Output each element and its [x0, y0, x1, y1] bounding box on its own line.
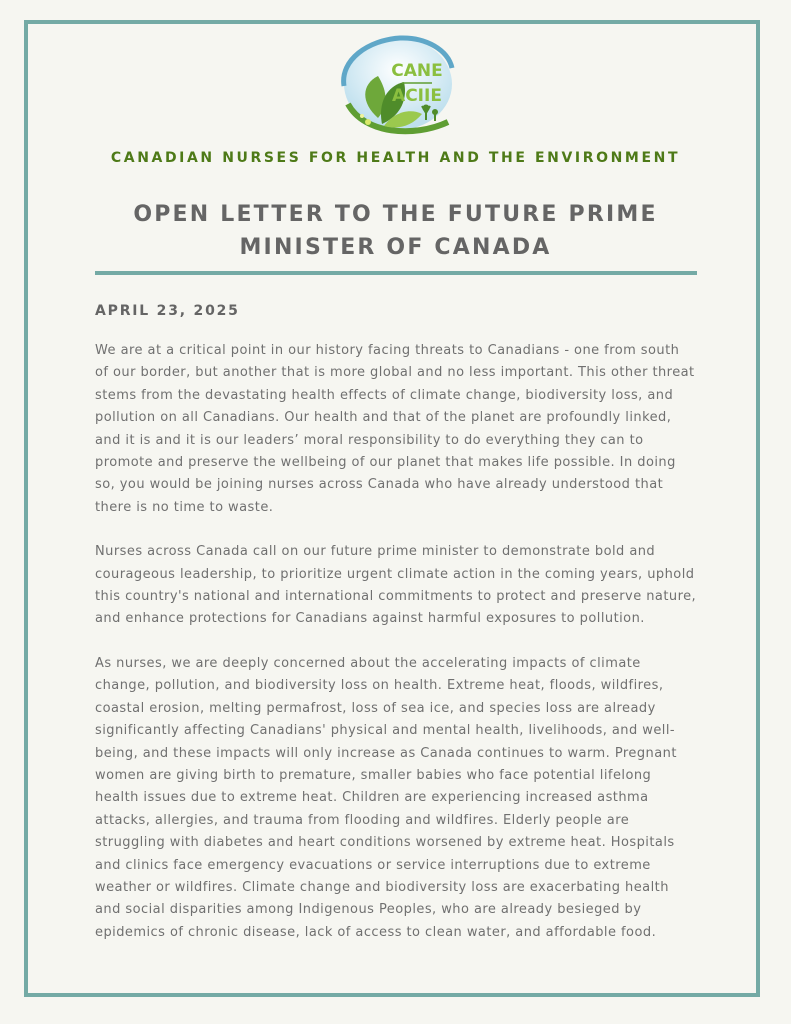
- paragraph: Nurses across Canada call on our future prime minister to demonstrate bold and courageous leadership, to prioritize urgent climate action in the coming years, uphold this country's national and international commitments to protect and preserve nature, and enhance protections for Canadians against harmful exposures to pollution.: [95, 544, 697, 627]
- logo-text-aciie: ACIIE: [392, 86, 442, 106]
- title-divider: [95, 271, 697, 275]
- paragraph: We are at a critical point in our history facing threats to Canadians - one from south of our border, but another that is more global and no less important. This other threat stems from the devastating health effects of climate change, biodiversity loss, and pollution on all Canadians. Our health and that of the planet are profoundly linked, and it is and it is our leaders’ moral responsibility to do everything they can to promote and preserve the wellbeing of our planet that makes life possible. In doing so, you would be joining nurses across Canada who have already understood that there is no time to waste.: [95, 343, 695, 515]
- letter-date: APRIL 23, 2025: [95, 303, 240, 319]
- cane-aciie-logo: [338, 34, 456, 140]
- paragraph: As nurses, we are deeply concerned about the accelerating impacts of climate change, pollution, and biodiversity loss on health. Extreme heat, floods, wildfires, coastal erosion, melting permafrost, loss of sea ice, and species loss are already significantly affecting Canadians' physical and mental health, livelihoods, and well-being, and these impacts will only increase as Canada continues to warm. Pregnant women are giving birth to premature, smaller babies who face potential lifelong health issues due to extreme heat. Children are experiencing increased asthma attacks, allergies, and trauma from flooding and wildfires. Elderly people are struggling with diabetes and heart conditions worsened by extreme heat. Hospitals and clinics face emergency evacuations or service interruptions due to extreme weather or wildfires. Climate change and biodiversity loss are exacerbating health and social disparities among Indigenous Peoples, who are already besieged by epidemics of chronic disease, lack of access to clean water, and affordable food.: [95, 655, 677, 940]
- logo-text-cane: CANE: [391, 61, 443, 81]
- letter-title: OPEN LETTER TO THE FUTURE PRIME MINISTER OF CANADA: [133, 202, 658, 260]
- organization-name: CANADIAN NURSES FOR HEALTH AND THE ENVIRONMENT: [110, 150, 681, 166]
- letter-body: [95, 340, 697, 966]
